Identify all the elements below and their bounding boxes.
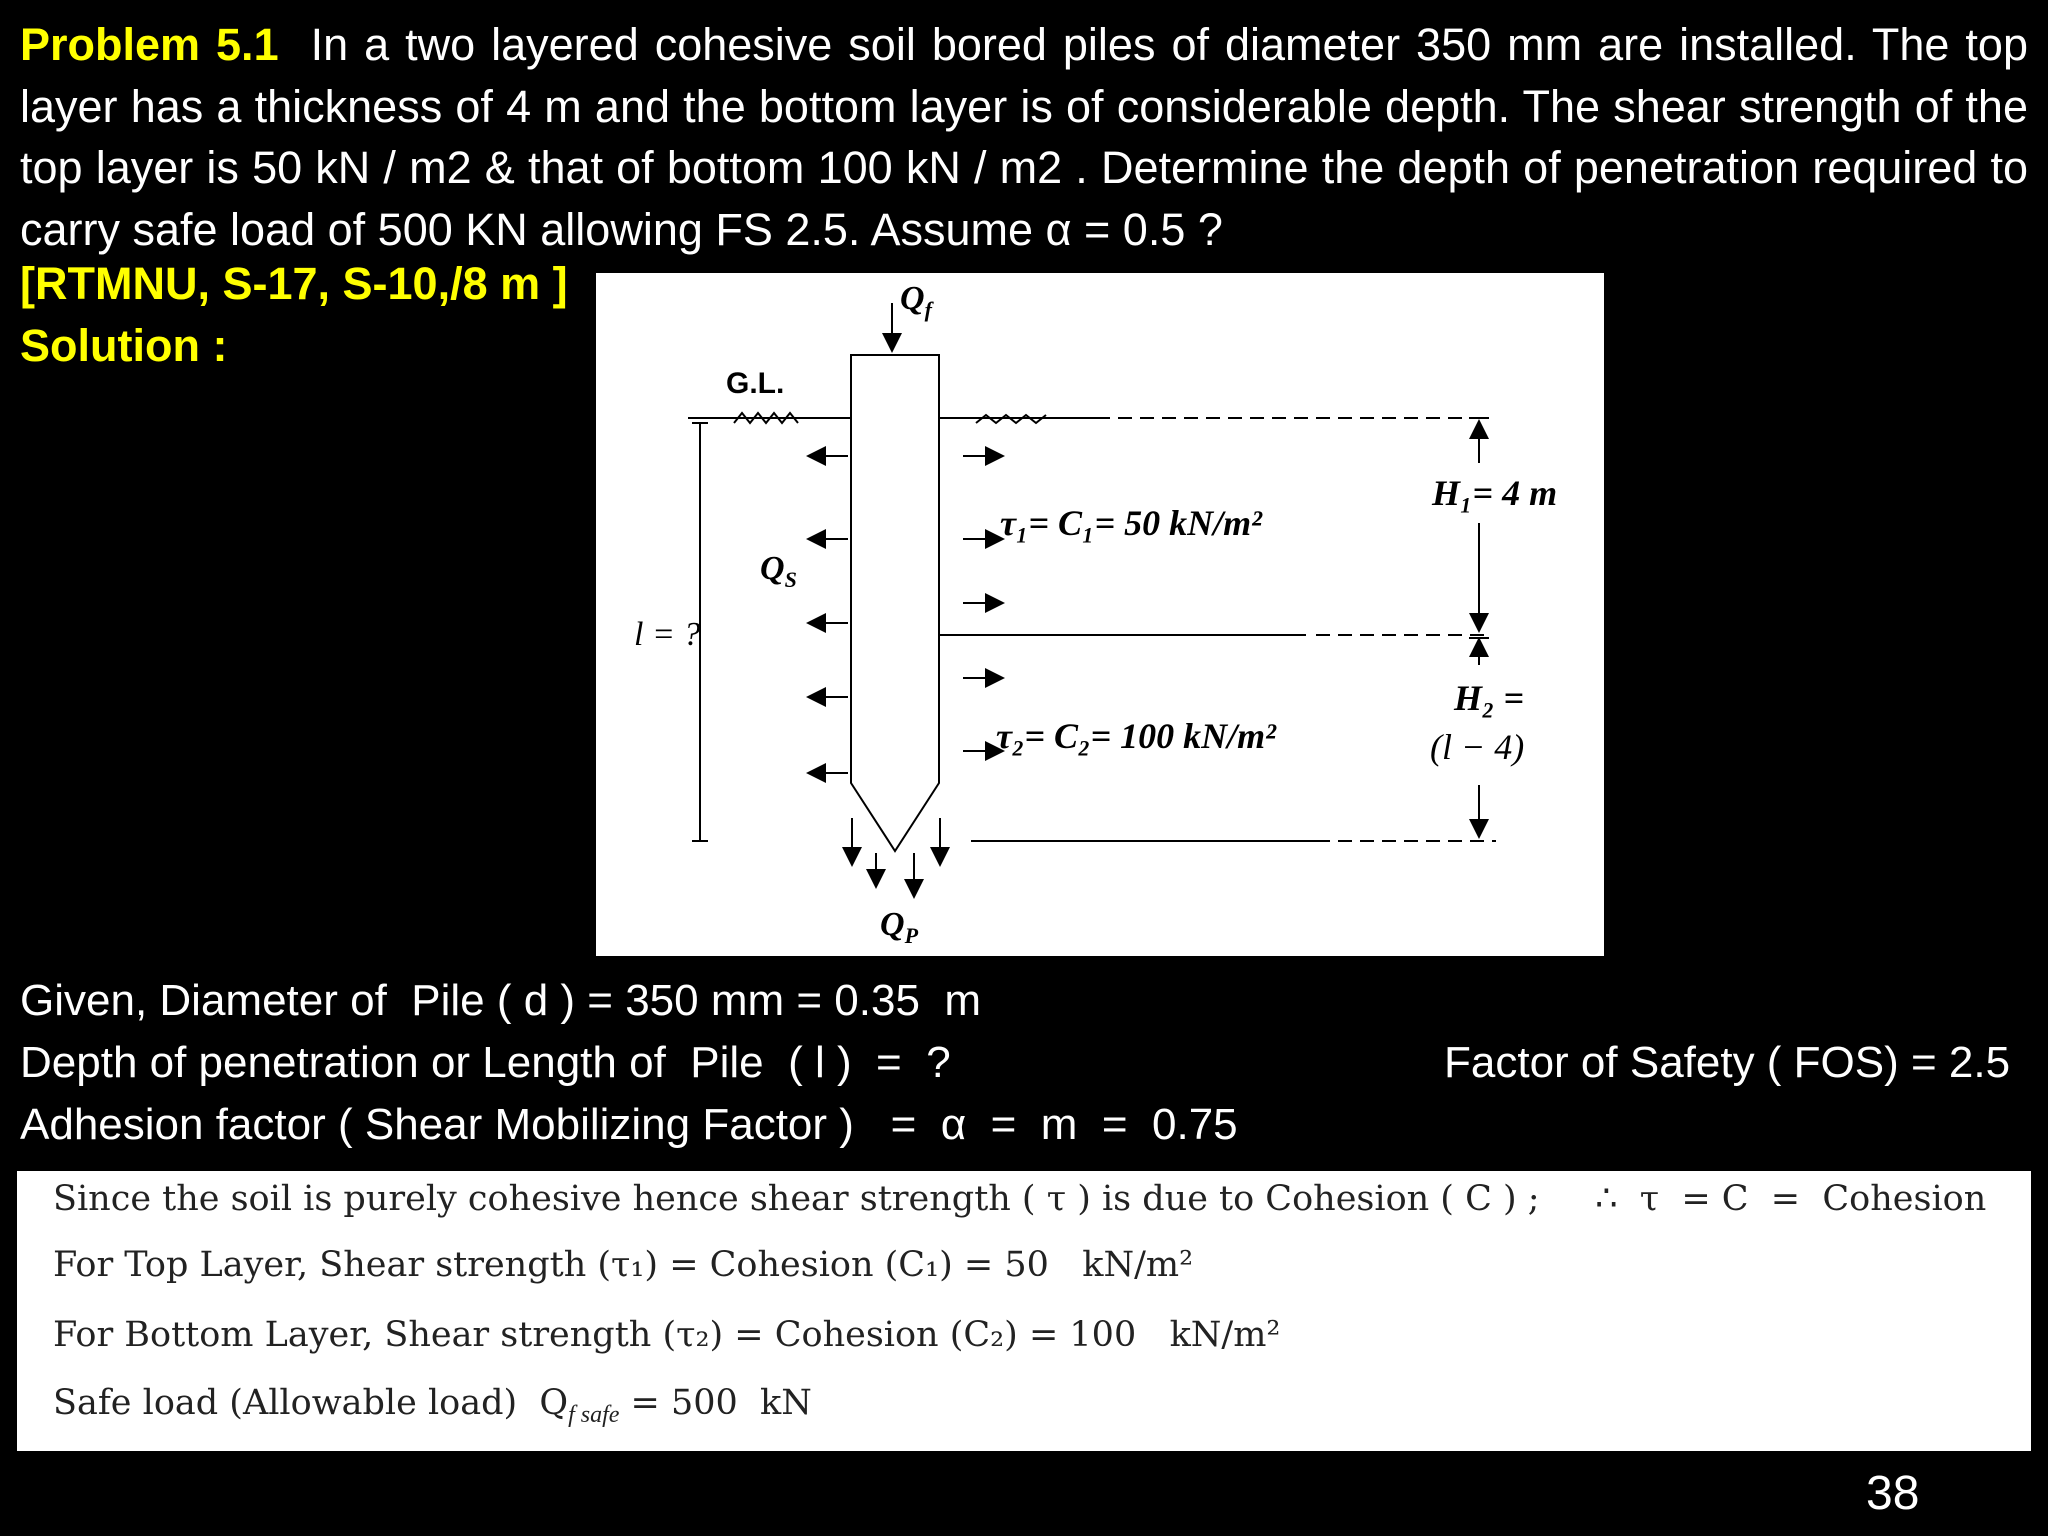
solution-label: Solution : — [20, 320, 228, 371]
tau2-label: τ₂= C₂= 100 kN/m² — [996, 716, 1276, 756]
qf-label: $Q_f$ — [900, 280, 932, 322]
box-line-4-text: Safe load (Allowable load) Q — [53, 1383, 569, 1423]
h2-label-a: H₂ = — [1454, 678, 1525, 718]
qs-label: $Q_S$ — [760, 550, 797, 592]
l-label: l = ? — [634, 616, 701, 653]
given-adhesion: Adhesion factor ( Shear Mobilizing Factor ) = α = m = 0.75 — [20, 1100, 1238, 1149]
qp-label: $Q_P$ — [880, 906, 919, 948]
gl-label: G.L. — [726, 367, 785, 400]
problem-label: Problem 5.1 — [20, 19, 279, 70]
tau1-label: τ₁= C₁= 50 kN/m² — [1000, 503, 1262, 543]
given-diameter: Given, Diameter of Pile ( d ) = 350 mm = 0.35 m — [20, 976, 982, 1025]
box-line-1: Since the soil is purely cohesive hence shear strength ( τ ) is due to Cohesion ( C ) ; ∴ τ = C = Cohesion — [53, 1179, 1987, 1219]
given-fos: Factor of Safety ( FOS) = 2.5 — [1444, 1038, 2011, 1087]
pile-body — [851, 355, 939, 851]
page-number: 38 — [1866, 1467, 1920, 1520]
box-line-4-sub: f safe — [568, 1402, 620, 1428]
solution-box — [17, 1171, 2031, 1451]
given-length: Depth of penetration or Length of Pile ( l ) = ? — [20, 1038, 951, 1087]
problem-text: In a two layered cohesive soil bored piles of diameter 350 mm are installed. The top layer has a thickness of 4 m and the bottom layer is of considerable depth. The shear strength of the top layer is 50 kN / m2 & that of bottom 100 kN / m2 . Determine the depth of penetration required to carry safe load of 500 KN allowing FS 2.5. Assume α = 0.5 ? — [20, 19, 2028, 255]
box-line-3: For Bottom Layer, Shear strength (τ₂) = Cohesion (C₂) = 100 kN/m² — [53, 1315, 1281, 1355]
problem-statement — [20, 14, 2028, 260]
box-line-2: For Top Layer, Shear strength (τ₁) = Cohesion (C₁) = 50 kN/m² — [53, 1245, 1194, 1285]
reference-tag: [RTMNU, S-17, S-10,/8 m ] — [20, 258, 568, 309]
h1-label: H₁= 4 m — [1432, 473, 1558, 513]
box-line-4 — [53, 1383, 812, 1429]
pile-diagram-svg — [596, 273, 1604, 956]
h2-label-b: (l − 4) — [1430, 727, 1525, 767]
pile-diagram — [596, 273, 1604, 956]
box-line-4-value: = 500 kN — [619, 1383, 812, 1423]
